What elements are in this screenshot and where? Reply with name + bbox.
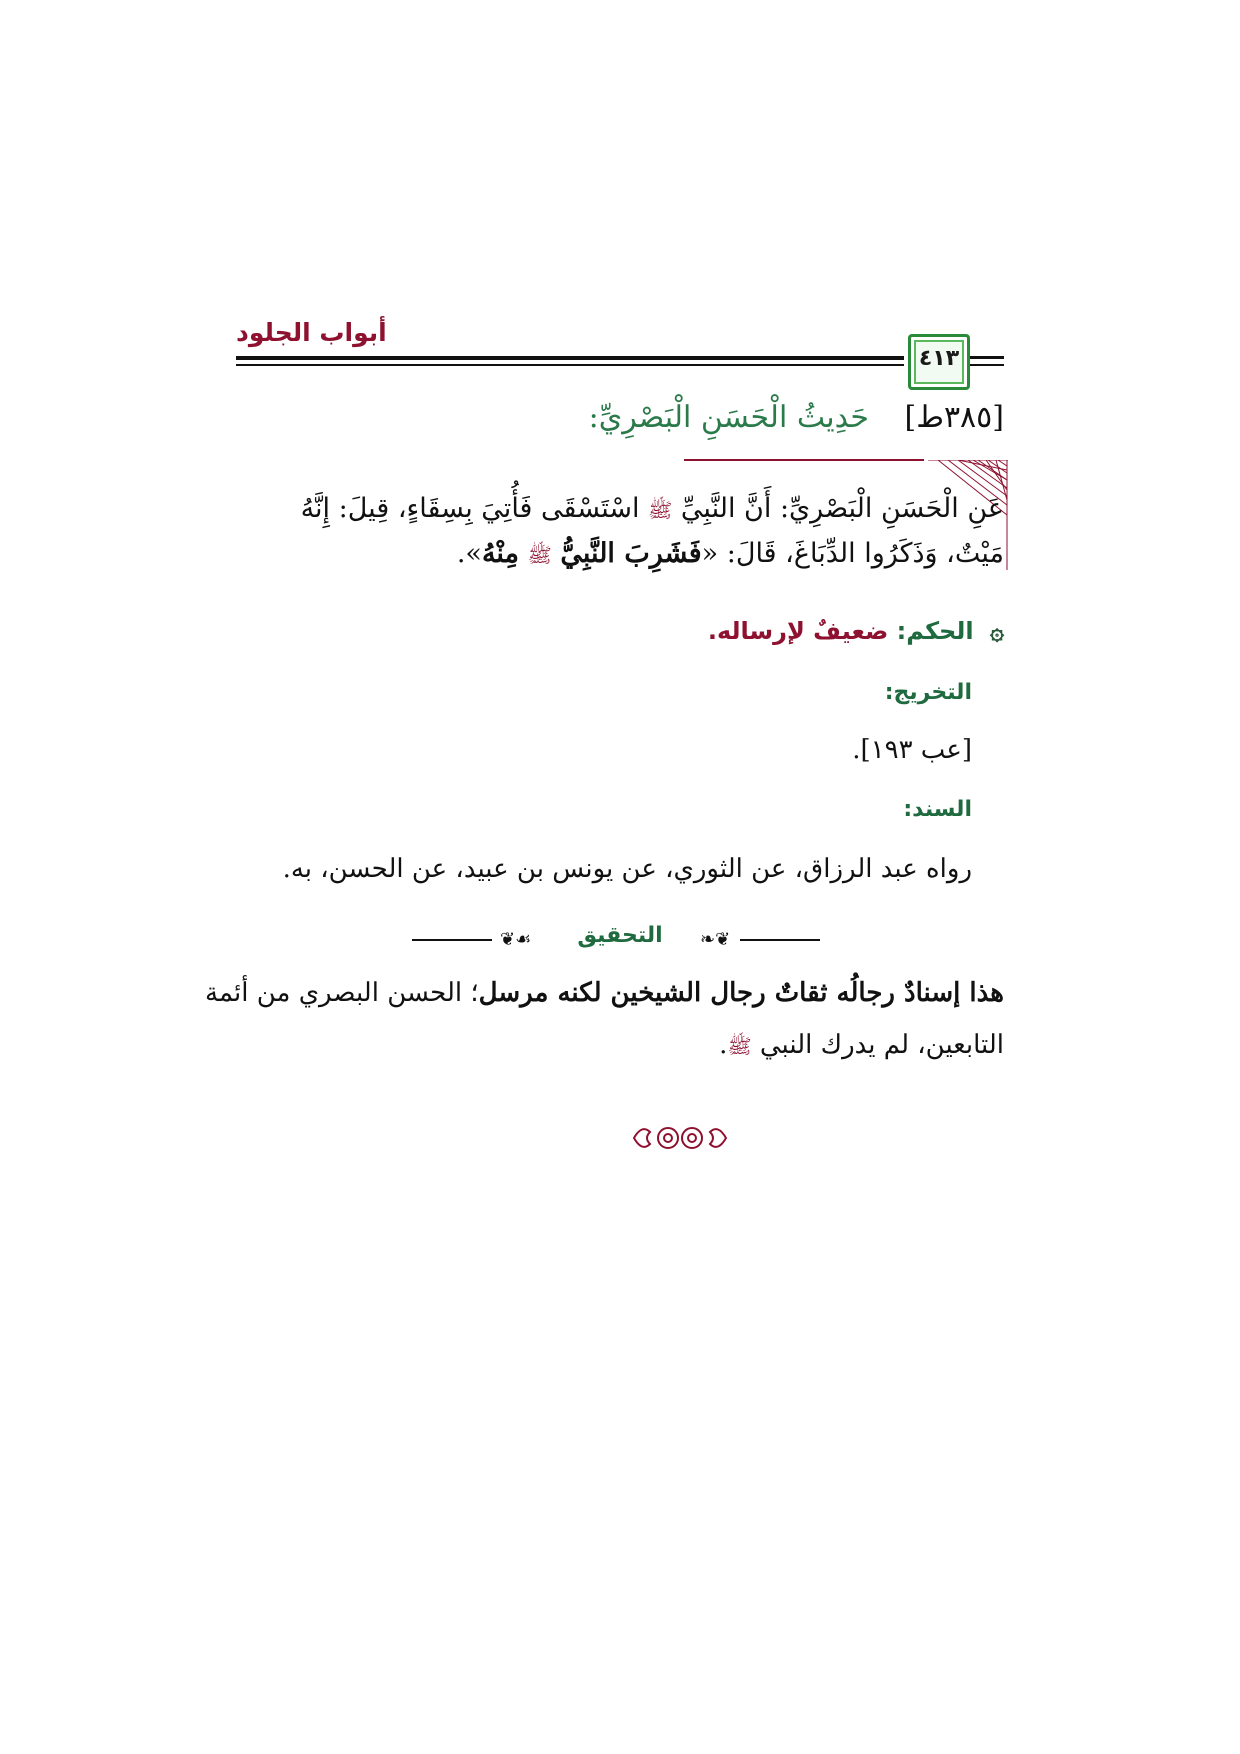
takhrij-label: التخريج:: [884, 680, 972, 705]
matn-text: اسْتَسْقَى فَأُتِيَ بِسِقَاءٍ، قِيلَ: إِنَّهُ: [300, 493, 640, 524]
tahqiq-bold-text: هذا إسنادٌ رجالُه ثقاتٌ رجال الشيخين لكنه مرسل: [478, 978, 1004, 1008]
header-rule-thick-right: [970, 356, 1004, 359]
sanad-label: السند:: [903, 797, 972, 822]
tahqiq-line2: [236, 1030, 1004, 1063]
hadith-title: حَدِيثُ الْحَسَنِ الْبَصْرِيِّ:: [588, 400, 869, 435]
hadith-heading: [589, 400, 1004, 435]
tahqiq-text: ؛ الحسن البصري من أئمة: [205, 978, 479, 1008]
ruling-value: ضعيفٌ لإرساله.: [707, 617, 889, 645]
hadith-ruling: [708, 617, 1004, 645]
header-rule-thin-right: [970, 364, 1004, 366]
page-number-frame: [908, 334, 970, 390]
hadith-matn-line1: [244, 493, 1004, 527]
tahqiq-text: التابعين، لم يدرك النبي: [759, 1030, 1004, 1060]
matn-text: مَيْتٌ، وَذَكَرُوا الدِّبَاغَ، قَالَ: «: [701, 538, 1004, 569]
matn-bold-text: فَشَرِبَ النَّبِيُّ: [560, 538, 702, 569]
page-number: ٤١٣: [918, 346, 960, 371]
takhrij-reference: [عب ١٩٣].: [852, 735, 972, 765]
sanad-text: رواه عبد الرزاق، عن الثوري، عن يونس بن عبيد، عن الحسن، به.: [282, 854, 972, 884]
header-rule-thick: [236, 356, 904, 360]
ruling-label: الحكم:: [896, 617, 974, 645]
salawat-glyph: ﷺ: [527, 543, 552, 567]
salawat-glyph: ﷺ: [648, 498, 673, 522]
header-rule-thin: [236, 364, 904, 366]
heading-underline: [684, 459, 924, 461]
matn-bold-text: مِنْهُ: [481, 538, 520, 569]
scroll-ornament-icon: ❧❦: [700, 929, 731, 950]
ruling-ornament-icon: ۞: [989, 617, 1004, 645]
hadith-matn-line2: [244, 538, 1004, 572]
scroll-ornament-icon: ❦☙: [500, 929, 532, 950]
matn-text: ».: [456, 538, 482, 569]
matn-text: عَنِ الْحَسَنِ الْبَصْرِيِّ: أَنَّ النَّبِيِّ: [680, 493, 1004, 524]
end-ornament-icon: [630, 1118, 730, 1158]
tahqiq-text: .: [719, 1030, 728, 1060]
tahqiq-label: التحقيق: [577, 923, 663, 948]
hadith-number: [٣٨٥ط]: [904, 400, 1004, 435]
salawat-glyph: ﷺ: [727, 1034, 752, 1058]
tahqiq-line1: [205, 978, 1004, 1008]
running-header-title: أبواب الجلود: [236, 318, 387, 347]
